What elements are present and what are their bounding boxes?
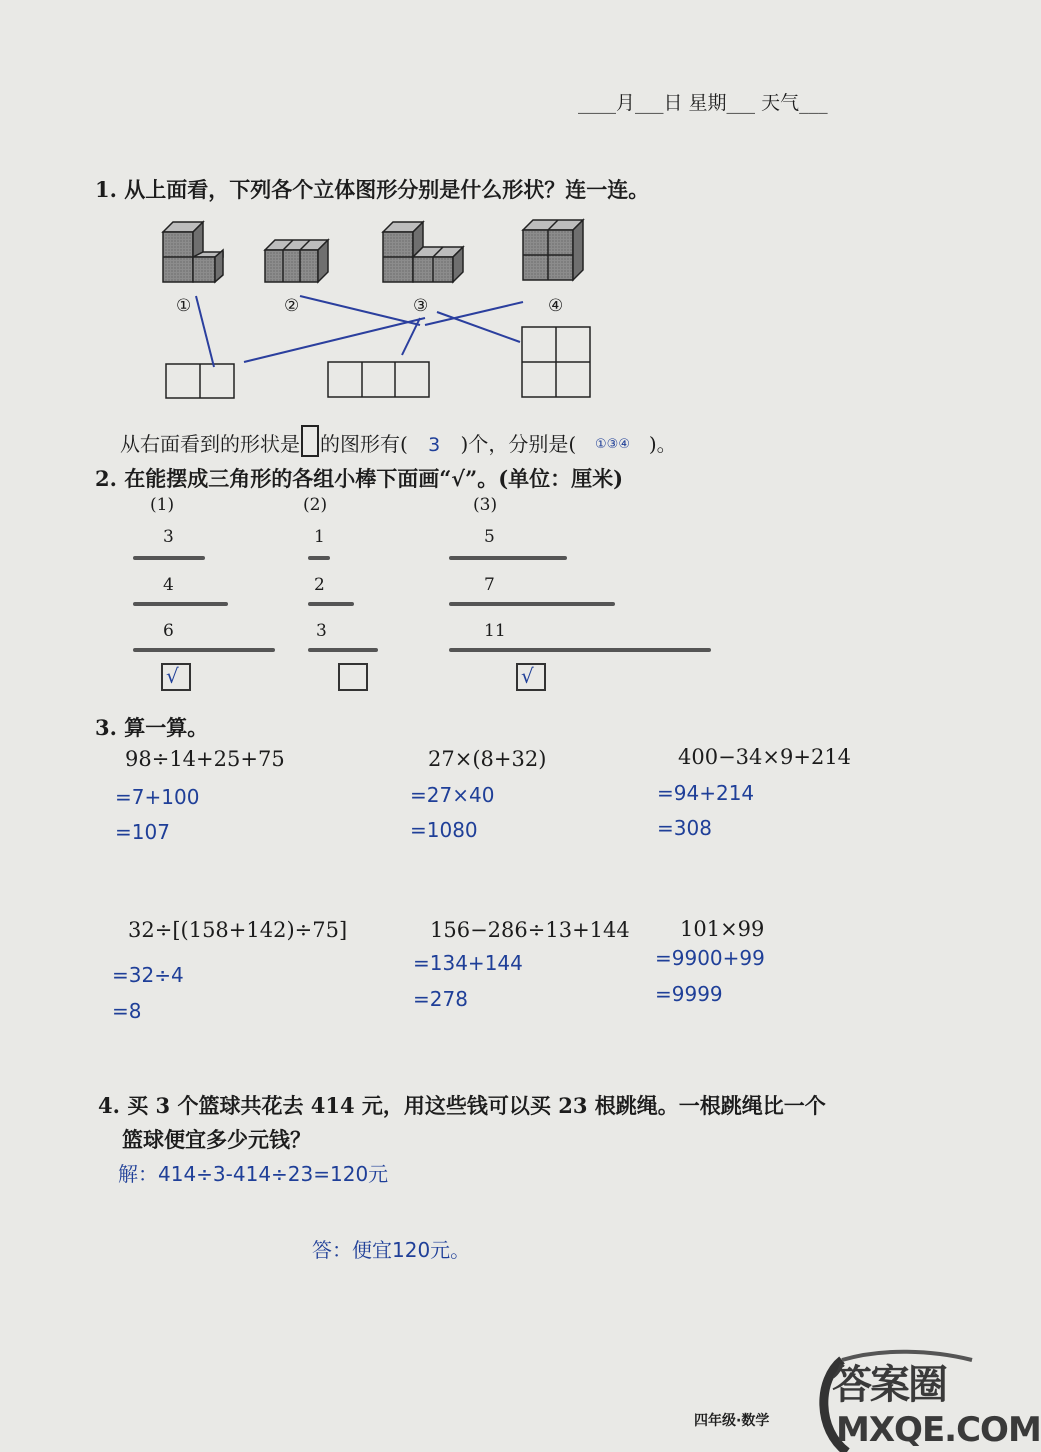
solid-figure-4 [523, 220, 583, 280]
stick-label: 3 [316, 621, 327, 641]
problem-step: =9999 [655, 982, 723, 1006]
problem-step: =134+144 [413, 951, 523, 975]
stick [449, 556, 567, 560]
footer-grade: 四年级·数学 [694, 1413, 770, 1429]
q1-title: 1. 从上面看，下列各个立体图形分别是什么形状？连一连。 [95, 177, 650, 202]
group-label-1: (1) [150, 495, 175, 515]
q1-sub-text-3: )个，分别是( [460, 432, 577, 456]
tall-rect-icon [301, 425, 319, 457]
check-mark-3: √ [521, 664, 534, 688]
stick-label: 2 [314, 575, 325, 595]
date-line: ____月___日 星期___ 天气___ [578, 92, 828, 114]
solid-figure-1 [163, 222, 223, 282]
problem-step: =32÷4 [112, 963, 184, 987]
watermark-text: 答案圈 [832, 1362, 946, 1408]
q2-title: 2. 在能摆成三角形的各组小棒下面画“√”。(单位：厘米) [95, 466, 624, 491]
q1-sub-text-1: 从右面看到的形状是 [120, 432, 300, 456]
q4-solution: 解：414÷3-414÷23=120元 [118, 1162, 389, 1186]
group-label-3: (3) [473, 495, 498, 515]
q1-subquestion [120, 425, 677, 457]
q1-figures [0, 0, 1000, 440]
stick [308, 556, 330, 560]
problem-expression: 27×(8+32) [428, 747, 547, 771]
stick-label: 6 [163, 621, 174, 641]
solid-figure-2 [265, 240, 328, 282]
view-shape-2cells [166, 364, 234, 398]
problem-step: =94+214 [657, 781, 755, 805]
q1-sub-text-4: )。 [648, 432, 677, 456]
problem-expression: 101×99 [680, 917, 765, 941]
stick-label: 11 [484, 621, 506, 641]
problem-step: =278 [413, 987, 468, 1011]
figure-label-2: ② [284, 296, 300, 316]
figure-label-3: ③ [413, 296, 429, 316]
group-label-2: (2) [303, 495, 328, 515]
watermark-site: MXQE.COM [836, 1410, 1041, 1450]
stick [449, 602, 615, 606]
view-shape-2x2 [522, 327, 590, 397]
q1-sub-text-2: 的图形有( [320, 432, 408, 456]
problem-step: =1080 [410, 818, 478, 842]
solid-figure-3 [383, 222, 463, 282]
problem-step: =8 [112, 999, 142, 1023]
stick-label: 4 [163, 575, 174, 595]
q4-answer: 答：便宜120元。 [312, 1238, 471, 1262]
answer-box-2[interactable] [338, 663, 368, 691]
stick [133, 556, 205, 560]
stick [449, 648, 711, 652]
problem-step: =9900+99 [655, 946, 765, 970]
problem-step: =27×40 [410, 783, 495, 807]
stick [308, 602, 354, 606]
problem-expression: 156−286÷13+144 [430, 918, 630, 942]
problem-step: =7+100 [115, 785, 200, 809]
figure-label-4: ④ [548, 296, 564, 316]
q4-title-line2: 篮球便宜多少元钱？ [122, 1127, 311, 1152]
stick [308, 648, 378, 652]
stick-label: 7 [484, 575, 495, 595]
q4-title-line1: 4. 买 3 个篮球共花去 414 元，用这些钱可以买 23 根跳绳。一根跳绳比一个 [98, 1093, 826, 1118]
check-mark-1: √ [166, 664, 179, 688]
figure-label-1: ① [176, 296, 192, 316]
stick [133, 602, 228, 606]
matching-lines [196, 296, 523, 367]
problem-step: =308 [657, 816, 712, 840]
stick-label: 5 [484, 527, 495, 547]
problem-step: =107 [115, 820, 170, 844]
stick-label: 1 [314, 527, 325, 547]
problem-expression: 32÷[(158+142)÷75] [128, 918, 348, 942]
q1-answer-count: 3 [428, 434, 441, 456]
problem-expression: 98÷14+25+75 [125, 747, 285, 771]
view-shape-3cells [328, 362, 429, 397]
stick-label: 3 [163, 527, 174, 547]
problem-expression: 400−34×9+214 [678, 745, 852, 769]
q1-answer-list: ①③④ [595, 437, 630, 452]
stick [133, 648, 275, 652]
q3-title: 3. 算一算。 [95, 715, 209, 740]
